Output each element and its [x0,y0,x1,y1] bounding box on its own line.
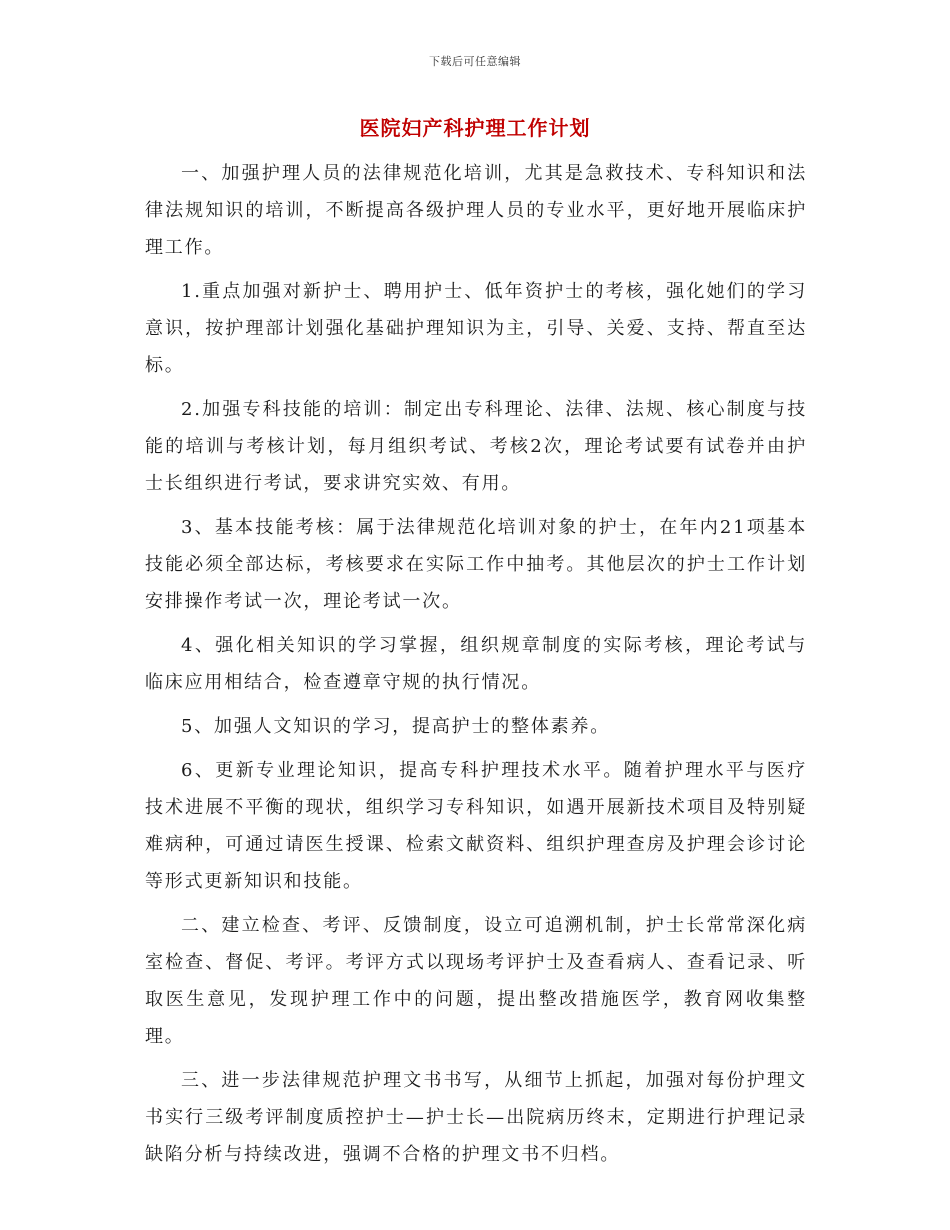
paragraph: 1.重点加强对新护士、聘用护士、低年资护士的考核，强化她们的学习意识，按护理部计划强化基础护理知识为主，引导、关爱、支持、帮直至达标。 [145,281,807,376]
paragraph: 一、加强护理人员的法律规范化培训，尤其是急救技术、专科知识和法律法规知识的培训，不断提高各级护理人员的专业水平，更好地开展临床护理工作。 [145,163,807,258]
header-note: 下载后可任意编辑 [429,55,521,68]
paragraph: 6、更新专业理论知识，提高专科护理技术水平。随着护理水平与医疗技术进展不平衡的现状，组织学习专科知识，如遇开展新技术项目及特别疑难病种，可通过请医生授课、检索文献资料、组织护理查房及护理会诊讨论等形式更新知识和技能。 [145,760,807,892]
document-body [145,155,807,1180]
paragraph: 5、加强人文知识的学习，提高护士的整体素养。 [181,716,611,737]
paragraph: 三、进一步法律规范护理文书书写，从细节上抓起，加强对每份护理文书实行三级考评制度质控护士—护士长—出院病历终末，定期进行护理记录缺陷分析与持续改进，强调不合格的护理文书不归档。 [145,1070,807,1165]
paragraph: 2.加强专科技能的培训：制定出专科理论、法律、法规、核心制度与技能的培训与考核计划，每月组织考试、考核2次，理论考试要有试卷并由护士长组织进行考试，要求讲究实效、有用。 [145,399,807,494]
document-title: 医院妇产科护理工作计划 [359,116,591,140]
paragraph: 4、强化相关知识的学习掌握，组织规章制度的实际考核，理论考试与临床应用相结合，检查遵章守规的执行情况。 [145,635,807,693]
paragraph: 二、建立检查、考评、反馈制度，设立可追溯机制，护士长常常深化病室检查、督促、考评。考评方式以现场考评护士及查看病人、查看记录、听取医生意见，发现护理工作中的问题，提出整改措施医学，教育网收集整理。 [145,915,807,1047]
paragraph: 3、基本技能考核：属于法律规范化培训对象的护士，在年内21项基本技能必须全部达标，考核要求在实际工作中抽考。其他层次的护士工作计划安排操作考试一次，理论考试一次。 [145,517,807,612]
